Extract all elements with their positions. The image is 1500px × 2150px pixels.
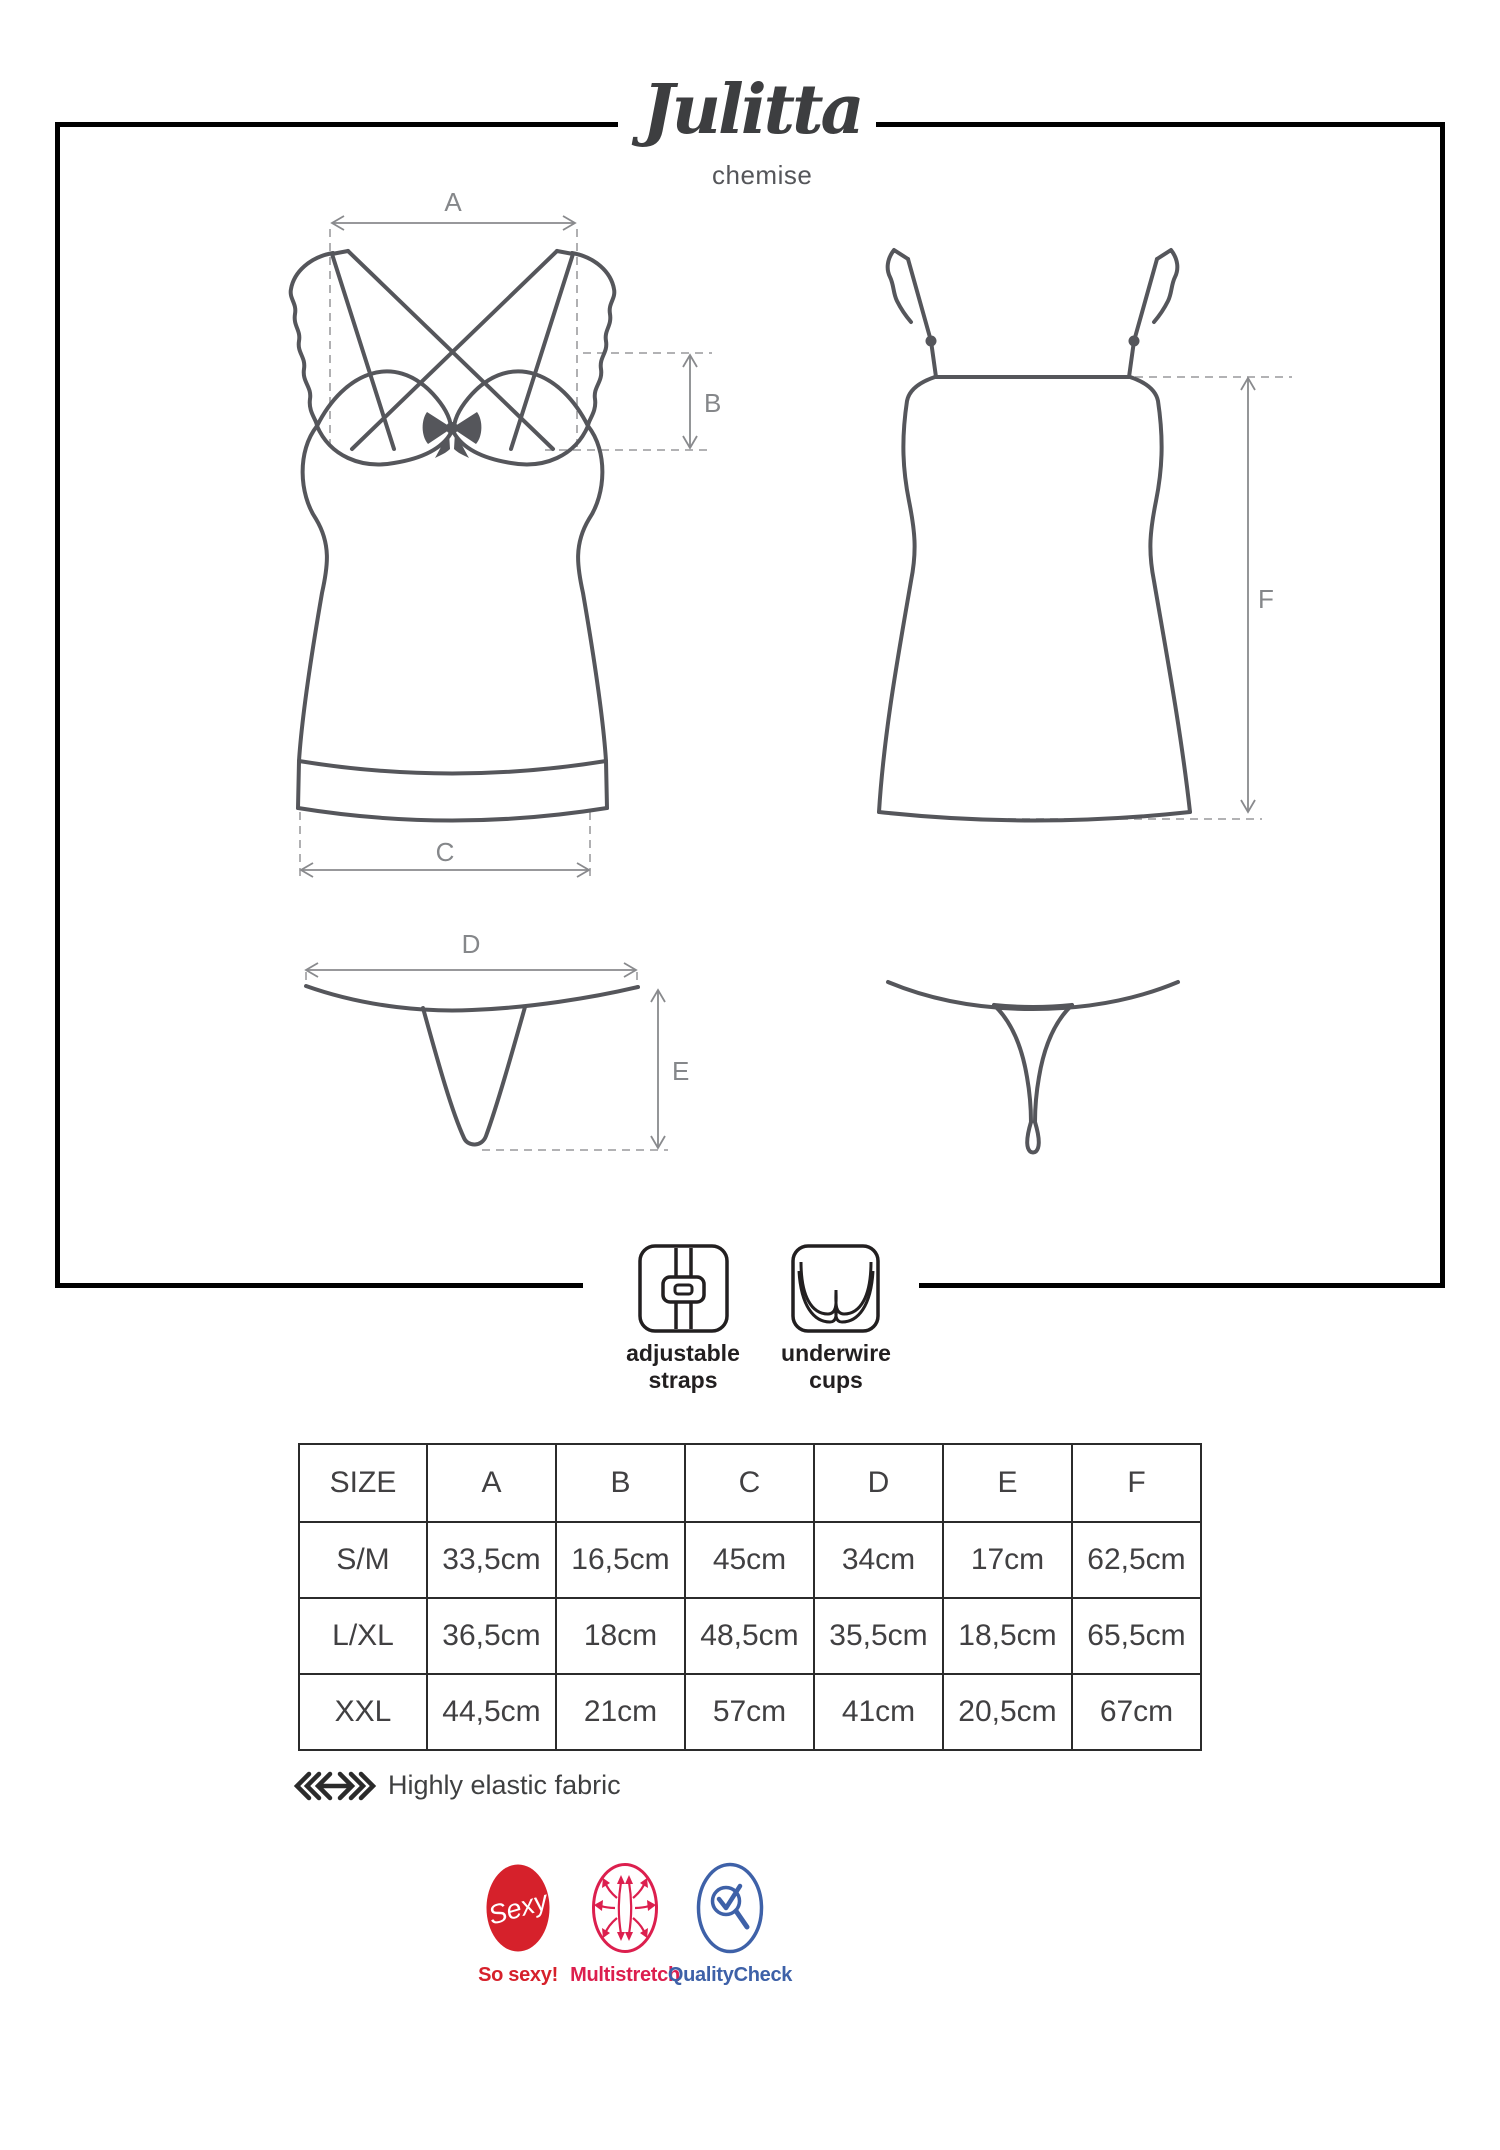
cell: 17cm [943, 1522, 1072, 1598]
front-band-bottom [298, 808, 607, 821]
adjustable-straps-icon [640, 1246, 727, 1331]
front-body-right [578, 426, 606, 761]
header-e: E [943, 1444, 1072, 1522]
cell: 34cm [814, 1522, 943, 1598]
cell: 48,5cm [685, 1598, 814, 1674]
header-d: D [814, 1444, 943, 1522]
cell: 45cm [685, 1522, 814, 1598]
badge-caption-sexy: So sexy! [478, 1964, 558, 1986]
dim-label-d: D [461, 929, 481, 959]
feature-line2: cups [809, 1367, 863, 1393]
cell: 57cm [685, 1674, 814, 1750]
cell: 35,5cm [814, 1598, 943, 1674]
back-body-left [879, 377, 935, 812]
cell: 33,5cm [427, 1522, 556, 1598]
cell: 44,5cm [427, 1674, 556, 1750]
front-band-top [299, 761, 606, 774]
cell: 65,5cm [1072, 1598, 1201, 1674]
back-strap-right [1129, 259, 1157, 377]
cell: 16,5cm [556, 1522, 685, 1598]
feature-line1: adjustable [626, 1340, 740, 1366]
header-c: C [685, 1444, 814, 1522]
chemise-back-view [879, 250, 1190, 821]
brand-subtitle: chemise [712, 160, 813, 190]
size-row-lxl [299, 1598, 1201, 1674]
feature-caption-adjustable-straps [603, 1340, 763, 1394]
cell: 21cm [556, 1674, 685, 1750]
feature-caption-underwire-cups [756, 1340, 916, 1394]
cell: 41cm [814, 1674, 943, 1750]
dim-label-b: B [704, 388, 722, 418]
cell: 36,5cm [427, 1598, 556, 1674]
thong-back-string-left [994, 1005, 1031, 1122]
dim-label-f: F [1258, 584, 1274, 614]
fabric-note: Highly elastic fabric [388, 1770, 621, 1800]
cell: L/XL [299, 1598, 427, 1674]
badge-caption-multistretch: Multistretch [570, 1964, 680, 1986]
thong-back-edge [994, 1005, 1072, 1007]
cell: 18,5cm [943, 1598, 1072, 1674]
thong-back-string-loop [1027, 1122, 1039, 1153]
front-body-left [299, 426, 327, 761]
thong-front-gusset [423, 1007, 525, 1145]
header-b: B [556, 1444, 685, 1522]
header-f: F [1072, 1444, 1201, 1522]
back-frill-left [888, 250, 911, 322]
thong-back-waistband [888, 982, 1178, 1009]
thong-front-waistband [306, 986, 638, 1010]
sexy-badge [485, 1865, 552, 1952]
header-size: SIZE [299, 1444, 427, 1522]
front-strap-top-left [332, 251, 348, 254]
sexy-badge-text: Sexy [485, 1885, 551, 1931]
back-hem [879, 812, 1190, 821]
dimension-arrows [301, 216, 1255, 1148]
badge-caption-qualitycheck: QualityCheck [667, 1964, 793, 1986]
thong-front-view [306, 986, 638, 1145]
cell: XXL [299, 1674, 427, 1750]
cell: S/M [299, 1522, 427, 1598]
front-ruffle-right [572, 253, 614, 427]
cell: 62,5cm [1072, 1522, 1201, 1598]
header-a: A [427, 1444, 556, 1522]
elastic-fabric-icon [297, 1774, 373, 1798]
size-row-xxl [299, 1674, 1201, 1750]
size-table-header-row [299, 1444, 1201, 1522]
front-band-right [606, 761, 607, 808]
back-frill-right [1154, 250, 1177, 322]
chemise-front-view [291, 251, 615, 821]
back-strap-left [908, 259, 936, 377]
underwire-cups-icon [793, 1246, 878, 1331]
back-strap-sliders [926, 336, 1140, 347]
cell: 67cm [1072, 1674, 1201, 1750]
dim-label-c: C [435, 837, 455, 867]
front-band-left [298, 761, 299, 808]
thong-back-view [888, 982, 1178, 1153]
cell: 18cm [556, 1598, 685, 1674]
dimension-labels [436, 187, 1274, 1086]
dim-label-a: A [444, 187, 462, 217]
cell: 20,5cm [943, 1674, 1072, 1750]
front-ruffle-left [291, 253, 333, 427]
front-strap-top-right [557, 251, 573, 254]
dim-label-e: E [672, 1056, 690, 1086]
thong-back-string-right [1035, 1005, 1072, 1122]
qualitycheck-badge [699, 1865, 762, 1952]
size-row-sm [299, 1522, 1201, 1598]
size-table [298, 1443, 1202, 1751]
feature-line2: straps [648, 1367, 718, 1393]
multistretch-badge [594, 1865, 657, 1952]
feature-line1: underwire [781, 1340, 891, 1366]
back-body-right [1130, 377, 1190, 812]
brand-logo: Julitta [642, 70, 862, 150]
